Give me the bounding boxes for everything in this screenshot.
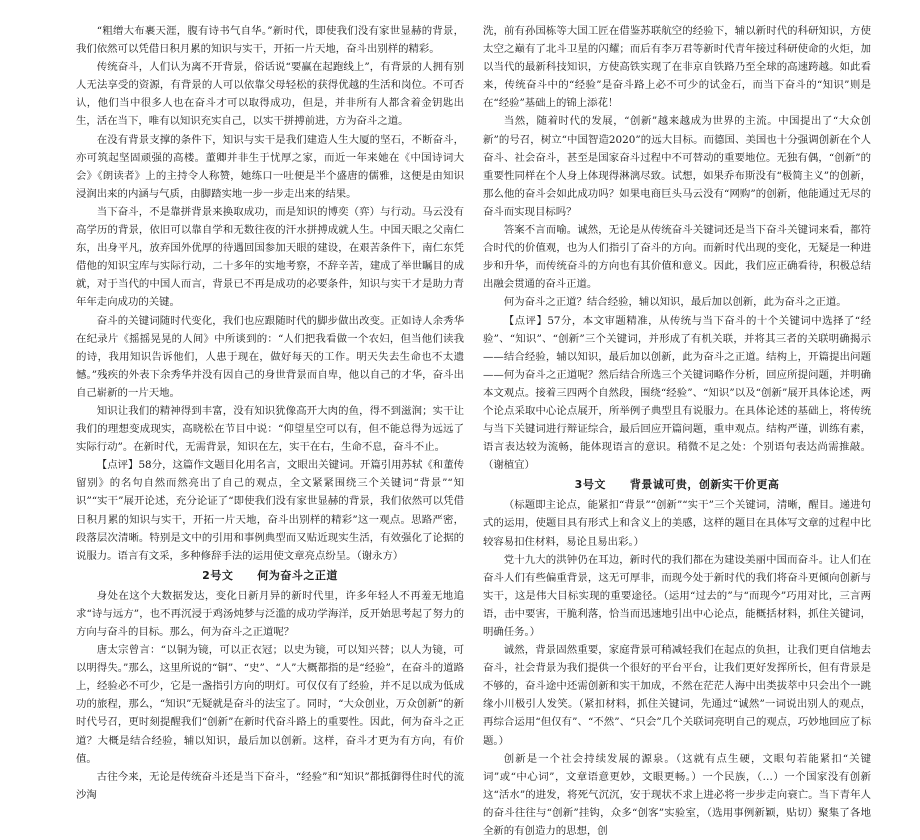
essay3-paragraph: 创新是一个社会持续发展的源泉。（这就有点生硬，文眼句若能紧扣“关键词”或“中心词”，文章语意更妙，文眼更畅。）一个民族，（…）一个国家没有创新这“活水”的进发，将死气沉沉，安于现状不求上进必将一步步走向衰亡。当下青年人的奋斗往往与“创新”挂钩，众多“创客”实验室，（选用事例新颖，贴切）聚集了各地全新的有创造力的思想，创 [483, 752, 871, 838]
left-column [76, 22, 464, 804]
essay1-paragraph: “粗缯大布裹天涯，腹有诗书气自华。”新时代，即使我们没有家世显赫的背景，我们依然可以凭借日积月累的知识与实干，开拓一片天地，奋斗出别样的精彩。 [76, 25, 464, 56]
essay2-heading [76, 565, 464, 587]
essay2-paragraph: 答案不言而喻。诚然，无论是从传统奋斗关键词还是当下奋斗关键词来看，都符合时代的价值观，也为人们指引了奋斗的方向。而新时代出现的变化，无疑是一种进步和升华，而传统奋斗的方向也有其价值和意义。因此，我们应正确看待，积极总结出融会贯通的奋斗正道。 [483, 224, 871, 291]
essay3-paragraph: 党十九大的洪钟仍在耳边，新时代的我们都在为建设美丽中国而奋斗。让人们在奋斗人们有些偏重背景，这无可厚非，而现今处于新时代的我们将奋斗更倾向创新与实干，这是伟大目标实现的重要途径。（运用“过去的”与“而现今”巧用对比，三言两语，击中要害，干脆利落，恰当而迅速地引出中心论点，能概括材料，抓住关键词，明确任务。） [483, 553, 871, 638]
essay2-paragraph: 古往今来，无论是传统奋斗还是当下奋斗，“经验”和“知识”都抵御得住时代的流沙淘 [76, 770, 464, 801]
essay1-paragraph: 知识让我们的精神得到丰富，没有知识犹像高开大肉的鱼，得不到滋润；实干让我们的理想变成现实，高晓松在节目中说：“仰望星空可以有，但不能总得为远远了实际行动”。在新时代，无需背景，知识在左，实干在右，生命不息，奋斗不止。 [76, 404, 464, 454]
essay2-paragraph: 当然，随着时代的发展，“创新”越来越成为世界的主流。中国提出了“大众创新”的号召，树立“中国智造2020”的远大目标。而德国、美国也十分强调创新在个人奋斗、社会奋斗，甚至是国家奋斗过程中不可替动的重要地位。无独有偶，“创新”的重要性同样在个人身上体现得淋漓尽致。试想，如果乔布斯没有“极简主义”的创新，那么他的奋斗会如此成功吗？如果电商巨头马云没有“网购”的创新，他能通过无尽的奋斗而实现目标吗？ [483, 115, 871, 218]
essay3-paragraph: （标题即主论点，能紧扣“背景”“创新”“实干”三个关键词，清晰，醒目。递进句式的运用，使题目具有形式上和含义上的美感，这样的题目在具体写文章的过程中比较容易扣住材料，易论且易出彩。） [483, 499, 871, 548]
essay3-title: 背景诚可贵，创新实干价更高 [629, 478, 780, 492]
essay1-comment: 【点评】58分，这篇作文题目化用名言，文眼出关键词。开篇引用苏轼《和董传留别》的名句自然而然亮出了自己的观点，全文紧紧围绕三个关键词“背景”“知识”“实干”展开论述，充分论证了“即使我们没有家世显赫的背景，我们依然可以凭借日积月累的知识与实干，开拓一片天地，奋斗出别样的精彩”这一观点。思路严密，段落层次清晰。特别是文中的引用和事例典型而又贴近现实生活，有效强化了论据的说服力。语言有文采，多种修辞手法的运用使文章亮点纷呈。（谢永方） [76, 459, 464, 562]
essay3-number: 3号文 [574, 478, 606, 492]
essay1-paragraph: 传统奋斗，人们认为离不开背景，俗话说“要赢在起跑线上”，有背景的人拥有别人无法享受的资源，有背景的人可以依靠父母轻松的获得优越的生活和岗位。不可否认，他们当中很多人也在奋斗才可以取得成功，但是，并非所有人都含着金钥匙出生，活在当下，唯有以知识充实自己，以实干拼搏前进，方为奋斗之道。 [76, 61, 464, 128]
essay2-comment: 【点评】57分，本文审题精准，从传统与当下奋斗的十个关键词中选择了“经验”、“知识”、“创新”三个关键词，并形成了有机关联，并将其三者的关联明确揭示——结合经验，辅以知识，最后加以创新，此为奋斗之正道。结构上，开篇提出问题——何为奋斗之正道呢？然后结合所选三个关键词略作分析，回应所提问题，并明确本文观点。接着三四两个自然段，围绕“经验”、“知识”以及“创新”展开具体论述，两个论点采取中心论点展开，所举例子典型且有说服力。在具体论述的基础上，将传统与当下关键词进行辩证综合，最后回应开篇问题，重申观点。结构严谨，训练有素，语言表达较为流畅，能体现语言的意识。稍微不足之处：个别语句表达尚需推敲。（谢植宜） [483, 314, 871, 472]
essay2-title: 何为奋斗之正道 [257, 568, 338, 582]
essay2-paragraph: 洗，前有孙国栋等大国工匠在借鉴苏联航空的经验下，辅以新时代的科研知识，方使太空之巅有了北斗卫星的闪耀；而后有李万君等新时代青年接过科研使命的火炬，加以当代的最新科技知识，方使高铁实现了在非京自铁路乃至全球的高速跨越。如此看来，传统奋斗中的“经验”是奋斗路上必不可少的试金石，而当下奋斗的“知识”则是在“经验”基础上的锦上添花！ [483, 25, 871, 110]
essay2-paragraph: 何为奋斗之正道？结合经验，辅以知识，最后加以创新，此为奋斗之正道。 [503, 296, 847, 309]
right-column [483, 22, 871, 840]
essay1-paragraph: 奋斗的关键词随时代变化，我们也应跟随时代的脚步做出改变。正如诗人余秀华在纪录片《摇摇晃晃的人间》中所谈到的：“人们把我看做一个农妇，但当他们读我的诗，我用知识告诉他们，人患于现在，做好每天的工作。明天失去生命也不太遗憾。”残疾的外表下余秀华并没有因自己的身世背景而自卑，他以自己的才华，奋斗出自己崭新的一片天地。 [76, 314, 464, 399]
essay3-heading [483, 474, 871, 496]
essay2-number: 2号文 [202, 568, 234, 582]
essay2-paragraph: 唐太宗曾言：“以铜为镜，可以正衣冠；以史为镜，可以知兴替；以人为镜，可以明得失。”那么，这里所说的“铜”、“史”、“人”大概都指的是“经验”，在奋斗的道路上，经验必不可少，它是一盏指引方向的明灯。可仅仅有了经验，并不足以成为低成功的旅程，那么，“知识”无疑就是奋斗的法宝了。同时，“大众创业，万众创新”的新时代号召，更时刻提醒我们“创新”在新时代奋斗路上的重要性。因此，何为奋斗之正道？大概是结合经验，辅以知识，最后加以创新。这样，奋斗才更为有方向，有价值。 [76, 644, 464, 765]
essay1-paragraph: 当下奋斗，不是靠拼背景来换取成功，而是知识的博奕（弈）与行动。马云没有高学历的背景，依旧可以靠自学和无数往夜的汗水拼搏成就人生。中国天眼之父南仁东，出身平凡，放弃国外优厚的待遇回国参加天眼的建设，在艰苦条件下，南仁东凭借他的知识宝库与实际行动，二十多年的实地考察，不辞辛苦，建成了举世瞩目的成就，对于当代的中国人而言，背景已不再是成功的必要条件，知识与实干才是助力青年年走向成功的关键。 [76, 205, 464, 309]
essay1-paragraph: 在没有背景支撑的条件下，知识与实干是我们建造人生大厦的坚石，不断奋斗，亦可筑起坚固顽强的高楼。董卿并非生于忧厚之家，而近一年来她在《中国诗词大会》《朗读者》上的主持令人称赞，她练口一吐便是半个盛唐的儒雅，这便是由知识浸润出来的内涵与气质，由脚踏实地一步一步走出来的结果。 [76, 133, 464, 200]
essay2-paragraph: 身处在这个大数据发达，变化日新月异的新时代里，许多年轻人不再羞无地追求“诗与远方”，也不再沉浸于鸡汤炖梦与泛滥的成功学海洋，反开始思考起了努力的方向与奋斗的目标。那么，何为奋斗之正道呢？ [76, 589, 464, 638]
essay3-paragraph: 诚然，背景固然重要，家庭背景可稍减轻我们在起点的负担，让我们更自信地去奋斗，社会背景为我们提供一个很好的平台平台，让我们更好发挥所长，但有背景是不够的，奋斗途中还需创新和实干加成，不然在茫茫人海中出类拔萃中只会出个一跳缘小川极引人发笑。（紧扣材料，抓住关键词，先通过“诚然”一词说出别人的观点，再综合运用“但仅有”、“不然”、“只会”几个关联词亮明自己的观点，巧妙地回应了标题。） [483, 644, 871, 747]
